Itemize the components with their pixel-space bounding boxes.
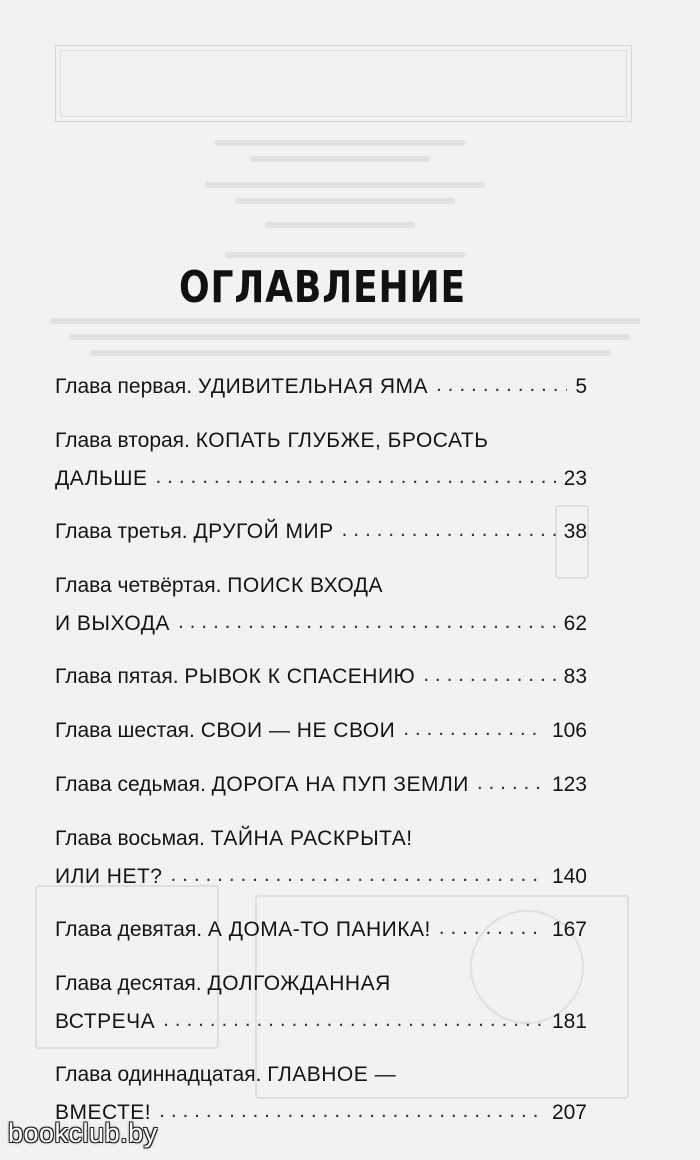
chapter-number: Глава седьмая. xyxy=(55,773,206,796)
chapter-number: Глава вторая. xyxy=(55,429,190,452)
chapter-number: Глава одиннадцатая. xyxy=(55,1063,262,1086)
dot-leader xyxy=(342,511,556,549)
chapter-title: ДОЛГОЖДАННАЯ xyxy=(207,972,391,995)
page-number: 38 xyxy=(563,520,587,543)
chapter-number: Глава шестая. xyxy=(55,719,195,742)
chapter-title: ИЛИ НЕТ? xyxy=(55,865,163,888)
show-through-line xyxy=(265,222,415,228)
chapter-number: Глава первая. xyxy=(55,375,193,398)
chapter-number: Глава четвёртая. xyxy=(55,574,222,597)
toc-entry xyxy=(55,766,587,804)
page-number: 167 xyxy=(551,918,587,941)
chapter-title: УДИВИТЕЛЬНАЯ ЯМА xyxy=(197,375,429,398)
toc-entry xyxy=(55,911,587,949)
chapter-title: ПОИСК ВХОДА xyxy=(227,574,384,597)
chapter-title: ТАЙНА РАСКРЫТА! xyxy=(210,827,413,850)
show-through-line xyxy=(205,182,485,188)
show-through-line xyxy=(235,198,455,204)
dot-leader xyxy=(159,1092,544,1130)
toc-entry xyxy=(55,567,587,643)
chapter-number: Глава третья. xyxy=(55,520,188,543)
toc-entry xyxy=(55,513,587,551)
show-through-line xyxy=(250,156,430,162)
dot-leader xyxy=(423,656,555,694)
page-number: 181 xyxy=(551,1010,587,1033)
chapter-title: ДАЛЬШЕ xyxy=(55,467,148,490)
toc-entry xyxy=(55,658,587,696)
chapter-title: ГЛАВНОЕ — xyxy=(267,1063,397,1086)
page-title: ОГЛАВЛЕНИЕ xyxy=(179,262,466,313)
watermark-logo: bookclub.by xyxy=(8,1118,158,1148)
chapter-title: РЫВОК К СПАСЕНИЮ xyxy=(184,665,416,688)
chapter-number: Глава восьмая. xyxy=(55,827,205,850)
dot-leader xyxy=(436,366,567,404)
page-number: 5 xyxy=(575,375,587,398)
chapter-title: ДОРОГА НА ПУП ЗЕМЛИ xyxy=(211,773,469,796)
chapter-number: Глава девятая. xyxy=(55,918,203,941)
show-through-line xyxy=(215,140,465,146)
chapter-number: Глава десятая. xyxy=(55,972,202,995)
chapter-title: ВМЕСТЕ! xyxy=(55,1101,152,1124)
dot-leader xyxy=(403,710,544,748)
page-number: 62 xyxy=(563,612,587,635)
dot-leader xyxy=(439,909,544,947)
page-number: 140 xyxy=(551,865,587,888)
show-through-line xyxy=(50,318,640,324)
dot-leader xyxy=(178,603,556,641)
chapter-title: ДРУГОЙ МИР xyxy=(193,520,334,543)
show-through-frame xyxy=(55,45,632,122)
toc-entry xyxy=(55,422,587,498)
toc-entry xyxy=(55,820,587,896)
show-through-line xyxy=(225,252,465,258)
page-number: 207 xyxy=(551,1101,587,1124)
dot-leader xyxy=(156,458,556,496)
dot-leader xyxy=(163,1001,544,1039)
toc-entry xyxy=(55,368,587,406)
toc-entry xyxy=(55,965,587,1041)
page-number: 123 xyxy=(551,773,587,796)
dot-leader xyxy=(170,856,543,894)
page-number: 23 xyxy=(563,467,587,490)
show-through-line xyxy=(90,350,610,356)
chapter-title: А ДОМА-ТО ПАНИКА! xyxy=(207,918,431,941)
table-of-contents xyxy=(55,368,587,1147)
chapter-title: И ВЫХОДА xyxy=(55,612,170,635)
chapter-title: СВОИ — НЕ СВОИ xyxy=(200,719,396,742)
dot-leader xyxy=(477,764,544,802)
toc-entry xyxy=(55,712,587,750)
page-number: 106 xyxy=(551,719,587,742)
chapter-title: КОПАТЬ ГЛУБЖЕ, БРОСАТЬ xyxy=(195,429,489,452)
show-through-line xyxy=(70,334,630,340)
page-number: 83 xyxy=(563,665,587,688)
chapter-title: ВСТРЕЧА xyxy=(55,1010,156,1033)
chapter-number: Глава пятая. xyxy=(55,665,179,688)
